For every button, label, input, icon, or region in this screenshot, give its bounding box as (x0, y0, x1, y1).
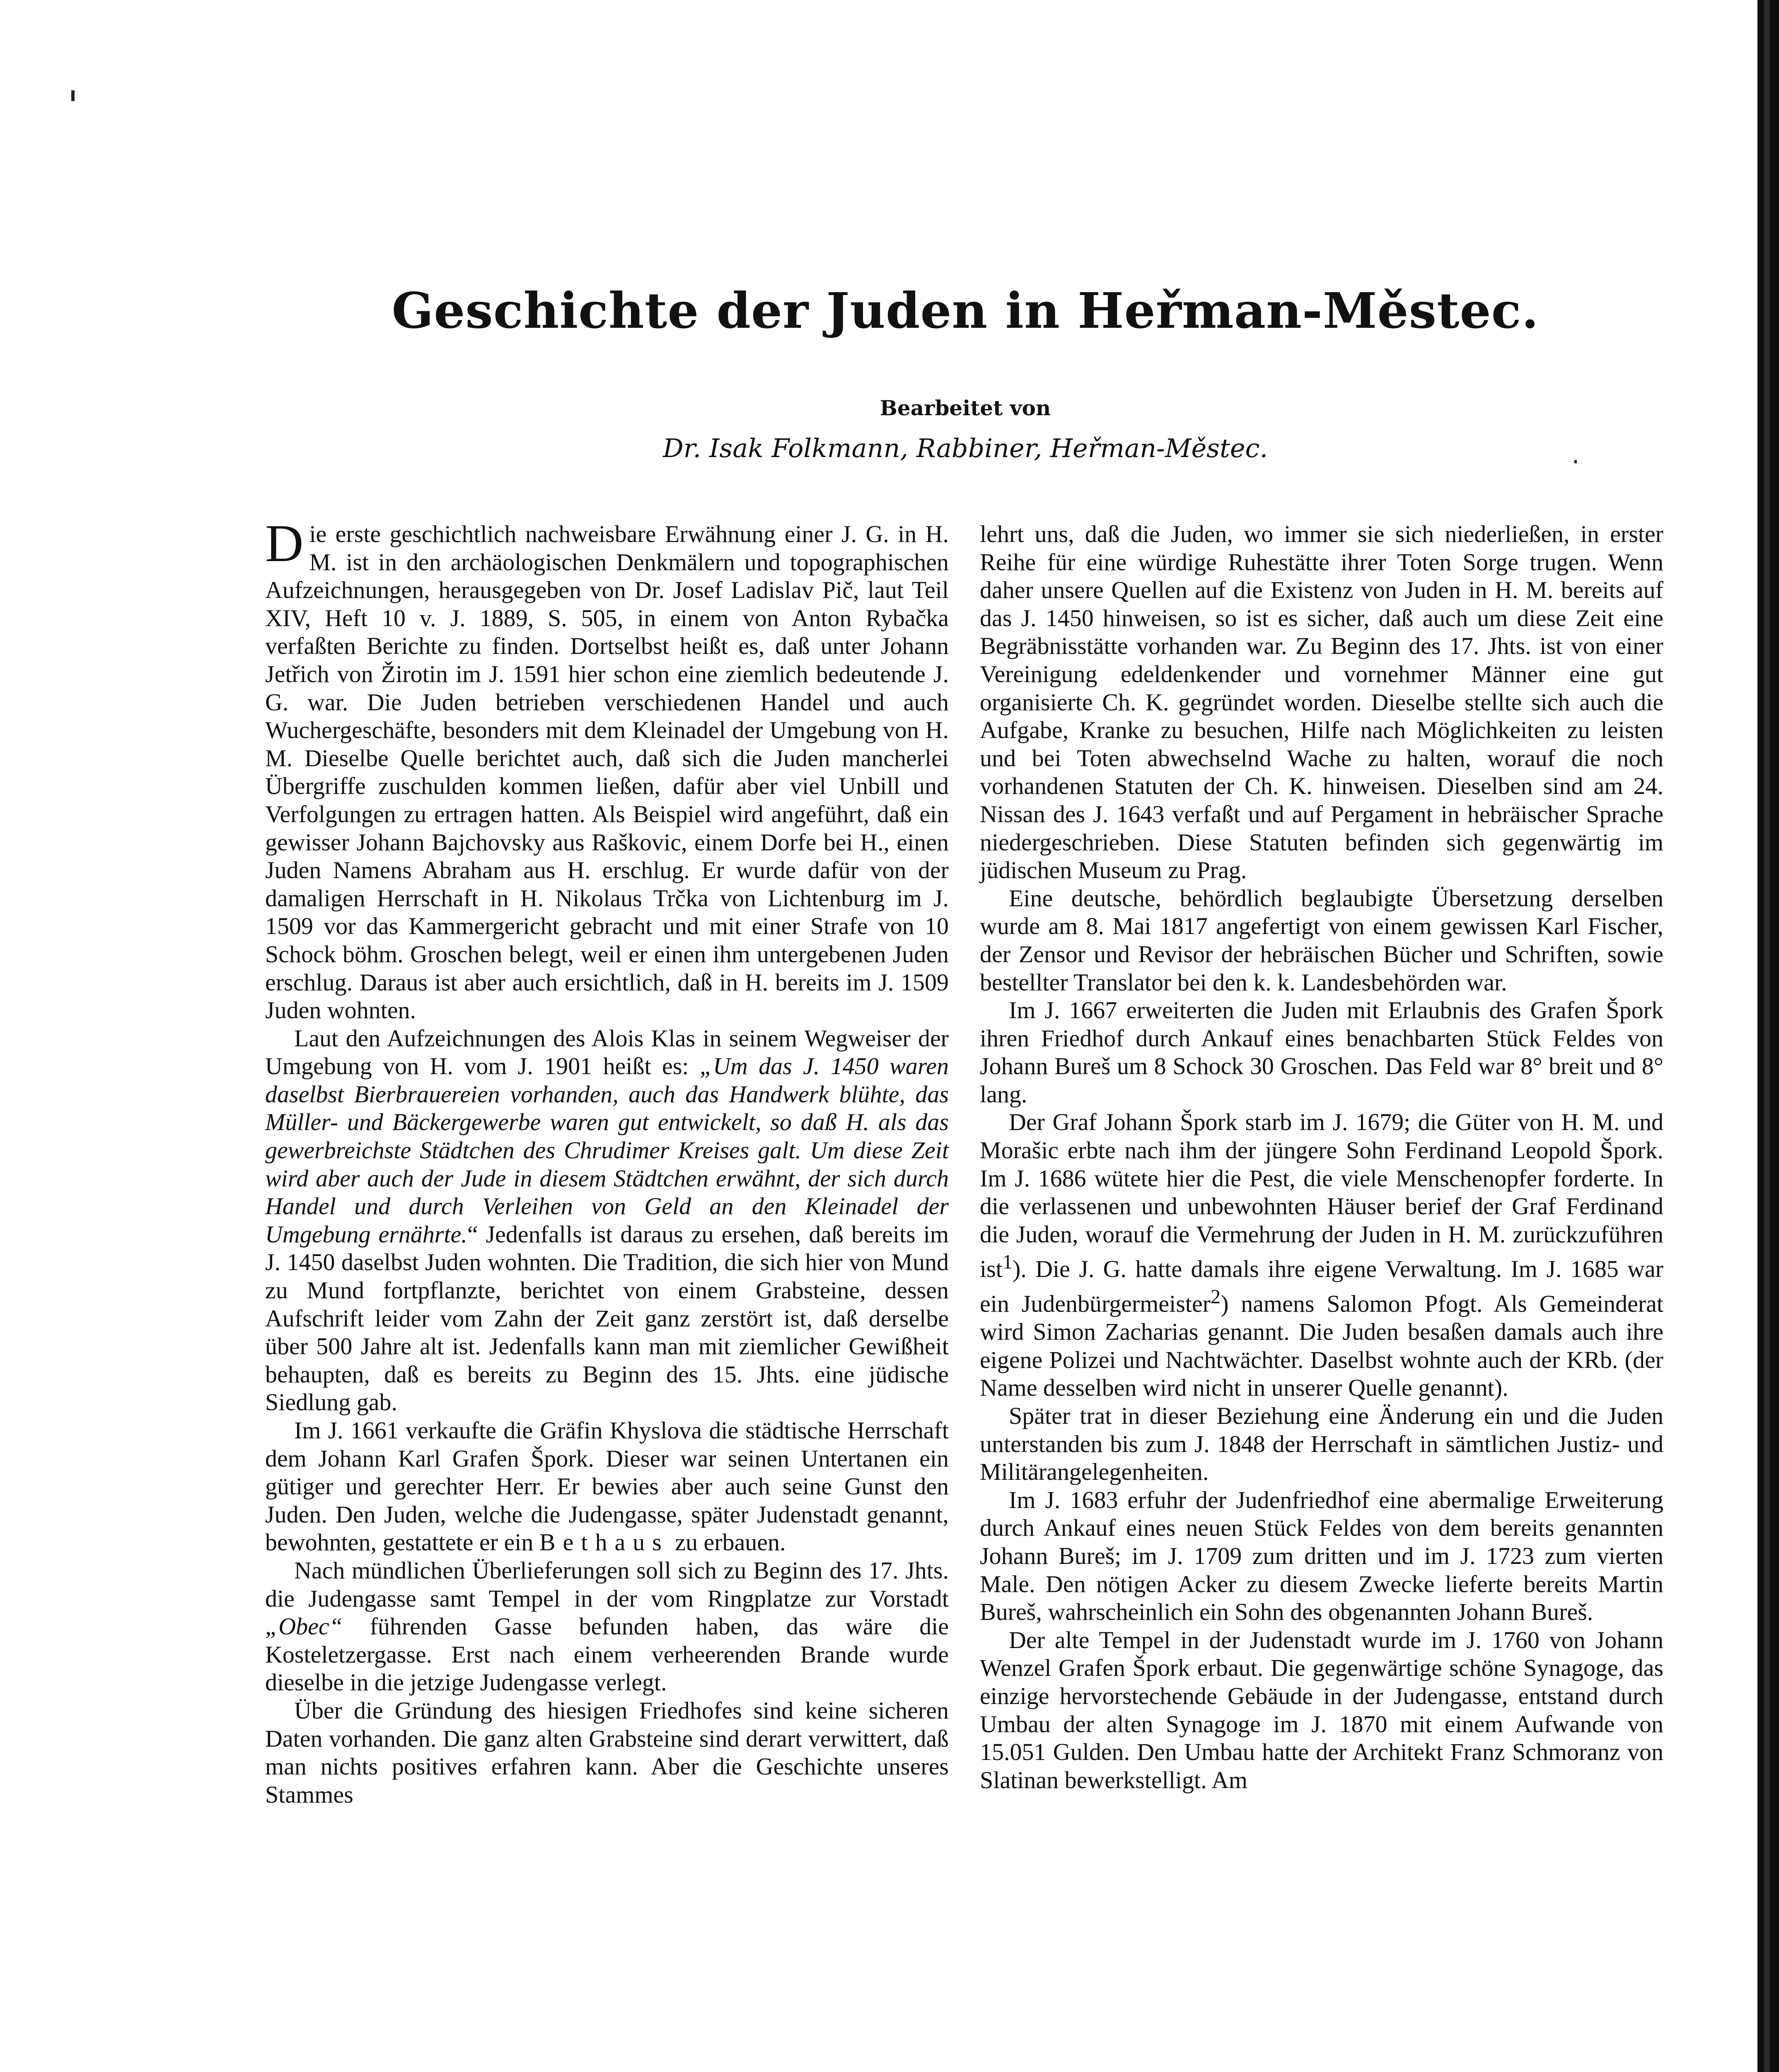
paragraph: Im J. 1683 erfuhr der Judenfriedhof eine abermalige Erweiterung durch Ankauf eines neuen Stück Feldes von dem bereits genannten Johann Bureš; im J. 1709 zum dritten und im J. 1723 zum vierten Male. Den nötigen Acker zu diesem Zwecke lieferte bereits Martin Bureš, wahrscheinlich ein Sohn des obgenannten Johann Bureš. (980, 1486, 1663, 1626)
paragraph-text: ) namens Salomon Pfogt. Als Gemeinderat wird Simon Zacharias genannt. Die Juden besaßen damals auch ihre eigene Polizei und Nachtwächter. Daselbst wohnte auch der KRb. (der Name desselben wird nicht in unserer Quelle genannt). (980, 1290, 1663, 1402)
paragraph-text: Nach mündlichen Überlieferungen soll sich zu Beginn des 17. Jhts. die Judengasse samt Tempel in der vom Ringplatze zur Vorstadt (265, 1556, 949, 1612)
paragraph-text: führenden Gasse befunden haben, das wäre die Kosteletzergasse. Erst nach einem verheerenden Brande wurde dieselbe in die jetzige Judengasse verlegt. (265, 1613, 949, 1696)
paragraph-text: Über die Gründung des hiesigen Friedhofes sind keine sicheren Daten vorhanden. Die ganz alten Grabsteine sind derart verwittert, daß man nichts positives erfahren kann. Aber die Geschichte unseres Stammes (265, 1697, 949, 1808)
quoted-text: „Um das J. 1450 waren daselbst Bierbrauereien vorhanden, auch das Handwerk blühte, das Müller- und Bäckergewerbe waren gut entwickelt, so daß H. als das gewerbreichste Städtchen des Chrudimer Kreises galt. Um diese Zeit wird aber auch der Jude in diesem Städtchen erwähnt, der sich durch Handel und durch Verleihen von Geld an den Kleinadel der Umgebung ernährte. (265, 1053, 949, 1248)
paragraph (265, 1697, 949, 1808)
scan-border (1757, 0, 1779, 2072)
left-column (265, 514, 949, 1808)
scan-border-gap (1764, 0, 1770, 2072)
paragraph: Später trat in dieser Beziehung eine Änderung ein und die Juden unterstanden bis zum J. 1848 der Herrschaft in sämtlichen Justiz- und Militärangelegenheiten. (980, 1402, 1663, 1486)
paragraph (265, 1024, 949, 1416)
paragraph: lehrt uns, daß die Juden, wo immer sie sich niederließen, in erster Reihe für eine würdige Ruhestätte ihrer Toten Sorge trugen. Wenn daher unsere Quellen auf die Existenz von Juden in H. M. bereits auf das J. 1450 hinweisen, so ist es sicher, daß auch um diese Zeit eine Begräbnisstätte vorhanden war. Zu Beginn des 17. Jhts. ist von einer Vereinigung edeldenkender und vornehmer Männer eine gut organisierte Ch. K. gegründet worden. Dieselbe stellte sich auch die Aufgabe, Kranke zu besuchen, Hilfe nach Möglichkeiten zu leisten und bei Toten abwechselnd Wache zu halten, worauf die noch vorhandenen Statuten der Ch. K. hinweisen. Dieselben sind am 24. Nissan des J. 1643 verfaßt und auf Pergament in hebräischer Sprache niedergeschrieben. Diese Statuten befinden sich gegenwärtig im jüdischen Museum zu Prag. (980, 520, 1663, 884)
paragraph: Eine deutsche, behördlich beglaubigte Übersetzung derselben wurde am 8. Mai 1817 angefertigt von einem gewissen Karl Fischer, der Zensor und Revisor der hebräischen Bücher und Schriften, sowie bestellter Translator bei den k. k. Landesbehörden war. (980, 884, 1663, 996)
right-column (980, 520, 1663, 1794)
article-title: Geschichte der Juden in Heřman-Městec. (392, 282, 1539, 339)
scan-speck (71, 90, 75, 101)
scan-speck (1574, 460, 1577, 463)
paragraph (265, 514, 949, 1024)
paragraph (980, 1108, 1663, 1402)
byline-label: Bearbeitet von (880, 396, 1051, 420)
paragraph (265, 1556, 949, 1697)
paragraph-text: Laut den Aufzeichnungen des Alois Klas in seinem Wegweiser der Umgebung von H. vom J. 1901 heißt es: (265, 1024, 949, 1080)
drop-cap: D (265, 514, 304, 573)
paragraph-text: Im J. 1661 verkaufte die Gräfin Khyslova die städtische Herrschaft dem Johann Karl Grafen Špork. Dieser war seinen Untertanen ein gütiger und gerechter Herr. Er bewies aber auch seine Gunst den Juden. Den Juden, welche die Judengasse, später Judenstadt genannt, bewohnten, gestattete er ein (265, 1417, 949, 1556)
paragraph (265, 1416, 949, 1556)
paragraph-text: ie erste geschichtlich nachweisbare Erwähnung einer J. G. in H. M. ist in den archäologischen Denkmälern und topographischen Aufzeichnungen, herausgegeben von Dr. Josef Ladislav Pič, laut Teil XIV, Heft 10 v. J. 1889, S. 505, in einem von Anton Rybačka verfaßten Berichte zu finden. Dortselbst heißt es, daß unter Johann Jetřich von Žirotin im J. 1591 hier schon eine ziemlich bedeutende J. G. war. Die Juden betrieben verschiedenen Handel und auch Wuchergeschäfte, besonders mit dem Kleinadel der Umgebung von H. M. Dieselbe Quelle berichtet auch, daß sich die Juden mancherlei Übergriffe zuschulden kommen ließen, dafür aber viel Unbill und Verfolgungen zu ertragen hatten. Als Beispiel wird angeführt, daß ein gewisser Johann Bajchovsky aus Raškovic, einem Dorfe bei H., einen Juden Namens Abraham aus H. erschlug. Er wurde dafür von der damaligen Herrschaft in H. Nikolaus Trčka von Lichtenburg im J. 1509 vor das Kammergericht gebracht und mit einer Strafe von 10 Schock böhm. Groschen belegt, weil er einen ihm untergebenen Juden erschlug. Daraus ist aber auch ersichtlich, daß in H. bereits im J. 1509 Juden wohnten. (265, 520, 949, 1024)
italic-word: „Obec“ (265, 1613, 343, 1640)
footnote-marker: 1 (1002, 1251, 1013, 1273)
paragraph: Der alte Tempel in der Judenstadt wurde im J. 1760 von Johann Wenzel Grafen Špork erbaut. Die gegenwärtige schöne Synagoge, das einzige hervorstechende Gebäude in der Judengasse, entstand durch Umbau der alten Synagoge im J. 1870 mit einem Aufwande von 15.051 Gulden. Den Umbau hatte der Architekt Franz Schmoranz von Slatinan bewerkstelligt. Am (980, 1626, 1663, 1794)
spaced-word: Bethaus (539, 1529, 669, 1556)
paragraph-text: Der Graf Johann Špork starb im J. 1679; die Güter von H. M. und Morašic erbte nach ihm der jüngere Sohn Ferdinand Leopold Špork. Im J. 1686 wütete hier die Pest, die viele Menschenopfer forderte. In die verlassenen und unbewohnten Häuser berief der Graf Ferdinand die Juden, worauf die Vermehrung der Juden in H. M. zurückzuführen ist (980, 1109, 1663, 1283)
paragraph: Im J. 1667 erweiterten die Juden mit Erlaubnis des Grafen Špork ihren Friedhof durch Ankauf eines benachbarten Stück Feldes von Johann Bureš um 8 Schock 30 Groschen. Das Feld war 8° breit und 8° lang. (980, 997, 1663, 1108)
byline-author: Dr. Isak Folkmann, Rabbiner, Heřman-Městec. (662, 433, 1268, 463)
paragraph-text: ). Die J. G. hatte damals ihre eigene Verwaltung. Im J. 1685 war ein Judenbürgermeister (980, 1255, 1663, 1317)
paragraph-text: zu erbauen. (669, 1529, 786, 1556)
footnote-marker: 2 (1211, 1286, 1221, 1308)
paragraph-text: “ Jedenfalls ist daraus zu ersehen, daß bereits im J. 1450 daselbst Juden wohnten. Die Tradition, die sich hier von Mund zu Mund fortpflanzte, berichtet von einem Grabsteine, dessen Aufschrift leider vom Zahn der Zeit ganz zerstört ist, daß derselbe über 500 Jahre alt ist. Jedenfalls kann man mit ziemlicher Gewißheit behaupten, daß es bereits zu Beginn des 15. Jhts. eine jüdische Siedlung gab. (265, 1220, 949, 1416)
